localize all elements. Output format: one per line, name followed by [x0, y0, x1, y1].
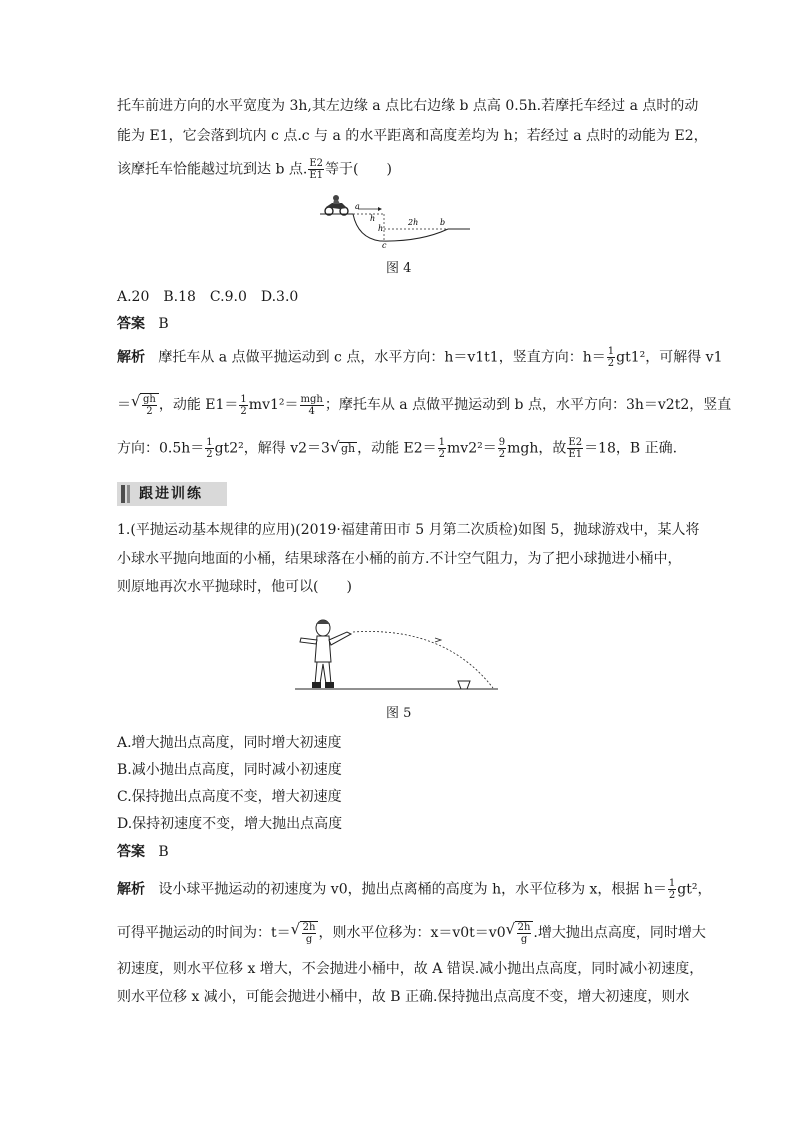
analysis-q1-line-3: 初速度，则水平位移 x 增大，不会抛进小桶中，故 A 错误.减小抛出点高度，同时减小初速度，: [117, 961, 704, 977]
problem-line-3-text: 该摩托车恰能越过坑到达 b 点.: [117, 161, 308, 178]
problem-line-1: 托车前进方向的水平宽度为 3h,其左边缘 a 点比右边缘 b 点高 0.5h.若摩托车经过 a 点时的动: [117, 98, 699, 114]
label-2h: 2h: [408, 218, 419, 227]
label-h-side: h: [378, 224, 384, 233]
motorcycle-icon: [325, 195, 348, 215]
analysis-q1-label: 解析: [117, 881, 145, 898]
energy-ratio-fraction: $\frac{E2}{E1}$: [309, 158, 323, 181]
label-a: a: [355, 202, 360, 211]
figure-4-motorcycle-pit: [320, 192, 480, 250]
problem-line-3-tail: 等于( ): [324, 161, 392, 178]
label-b: b: [440, 218, 446, 227]
option-a: A.增大抛出点高度，同时增大初速度: [117, 735, 342, 751]
analysis-q1-line-1: 解析 设小球平抛运动的初速度为 v0，抛出点离桶的高度为 h，水平位移为 x，根据 h＝ $\frac{1}{2}$ gt²，: [117, 878, 712, 901]
sqrt-2h-over-g-2: √ $\frac{2h}{g}$: [506, 921, 534, 945]
analysis-top-line-3: 方向：0.5h＝ $\frac{1}{2}$ gt2²，解得 v2＝3√ gh ，动能 E2＝ $\frac{1}{2}$ mv2²＝ $\frac{9}{2}$ mgh，故 $\frac{E2}{E1}$ ＝18，B 正确.: [117, 437, 677, 460]
banner-bar-icon-2: [127, 485, 130, 503]
answer-q1-label: 答案: [117, 844, 145, 860]
sqrt-2h-over-g: √ $\frac{2h}{g}$: [291, 921, 319, 945]
person-throwing-icon: [300, 620, 351, 688]
section-banner-title: 跟进训练: [139, 486, 203, 502]
analysis-q1-line-2: 可得平抛运动的时间为：t＝ √ $\frac{2h}{g}$ ，则水平位移为：x＝v0t＝v0 √ $\frac{2h}{g}$ .增大抛出点高度，同时增大: [117, 921, 706, 945]
answer-top-value: B: [158, 316, 169, 332]
bucket-icon: [458, 681, 470, 689]
sqrt-gh-over-2: √ $\frac{gh}{2}$: [131, 393, 159, 417]
figure-5-caption: 图 5: [386, 706, 412, 721]
analysis-top-line-2: ＝ √ $\frac{gh}{2}$ ，动能 E1＝ $\frac{1}{2}$ mv1²＝ $\frac{\text{mgh}}{4}$ ；摩托车从 a 点做平抛运动到 b 点，水平方向：3h＝v2t2，竖直: [117, 393, 731, 417]
problem-line-3: [117, 158, 392, 181]
sqrt-gh: √ gh: [330, 439, 357, 459]
fraction-half: $\frac{1}{2}$: [607, 346, 615, 369]
analysis-q1-line-4: 则水平位移 x 减小，可能会抛进小桶中，故 B 正确.保持抛出点高度不变，增大初速度，则水: [117, 989, 690, 1005]
answer-q1-value: B: [158, 844, 169, 860]
options-top: A.20 B.18 C.9.0 D.3.0: [117, 289, 299, 305]
figure-4-caption: 图 4: [386, 261, 412, 276]
section-banner: [117, 482, 227, 506]
answer-q1: [117, 842, 169, 862]
banner-bar-icon: [121, 485, 125, 503]
question-1-line-3: 则原地再次水平抛球时，他可以( ): [117, 579, 352, 595]
label-c: c: [382, 241, 387, 250]
analysis-top-line-1: 解析 摩托车从 a 点做平抛运动到 c 点，水平方向：h＝v1t1，竖直方向：h＝ $\frac{1}{2}$ gt1²，可解得 v1: [117, 346, 723, 369]
label-h-top: h: [370, 214, 376, 223]
option-d: D.保持初速度不变，增大抛出点高度: [117, 816, 343, 832]
question-1-line-2: 小球水平抛向地面的小桶，结果球落在小桶的前方.不计空气阻力，为了把小球抛进小桶中，: [117, 551, 682, 567]
answer-top-label: 答案: [117, 316, 145, 332]
option-c: C.保持抛出点高度不变，增大初速度: [117, 789, 342, 805]
question-1-line-1: 1.(平抛运动基本规律的应用)(2019·福建莆田市 5 月第二次质检)如图 5，抛球游戏中，某人将: [117, 522, 700, 538]
answer-top: [117, 314, 169, 334]
option-b: B.减小抛出点高度，同时减小初速度: [117, 762, 342, 778]
figure-5-ball-throw: [295, 618, 500, 694]
problem-line-2: 能为 E1，它会落到坑内 c 点.c 与 a 的水平距离和高度差均为 h；若经过 a 点时的动能为 E2，: [117, 128, 708, 144]
analysis-top-label: 解析: [117, 349, 145, 366]
